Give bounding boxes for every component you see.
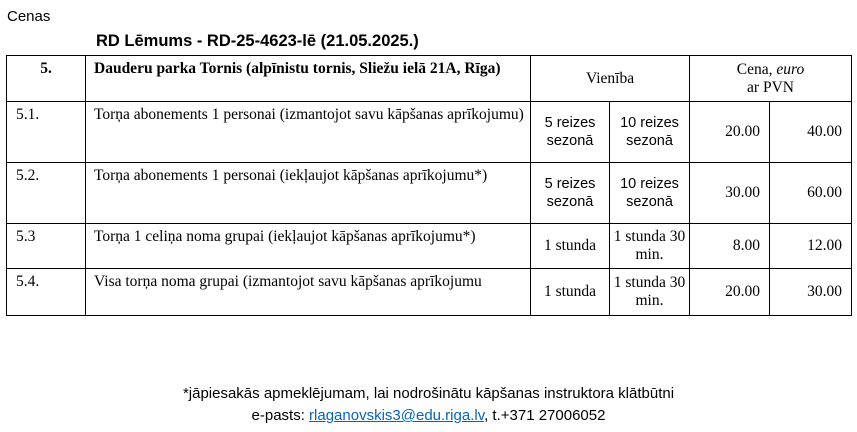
row-service-name: Torņa 1 celiņa noma grupai (iekļaujot kāpšanas aprīkojumu*) [86, 224, 531, 269]
row-unit-option-1: 1 stunda [531, 224, 610, 269]
footnote-contact [0, 405, 857, 427]
row-number: 5.3 [7, 224, 86, 269]
header-number: 5. [7, 56, 86, 102]
row-service-name: Visa torņa noma grupai (izmantojot savu kāpšanas aprīkojumu [86, 269, 531, 316]
email-link[interactable]: rlaganovskis3@edu.riga.lv [309, 407, 485, 424]
row-price-1: 8.00 [690, 224, 770, 269]
row-number: 5.1. [7, 102, 86, 163]
document-title: RD Lēmums - RD-25-4623-lē (21.05.2025.) [96, 32, 419, 50]
footnote [0, 383, 857, 427]
row-price-1: 20.00 [690, 102, 770, 163]
table-row [7, 163, 852, 224]
row-unit-option-1: 5 reizes sezonā [531, 102, 610, 163]
header-unit: Vienība [531, 56, 690, 102]
table-row [7, 224, 852, 269]
header-facility-name: Dauderu parka Tornis (alpīnistu tornis, Sliežu ielā 21A, Rīga) [86, 56, 531, 102]
row-unit-option-2: 1 stunda 30 min. [610, 224, 690, 269]
header-price-suffix: ar PVN [747, 78, 794, 96]
row-price-1: 20.00 [690, 269, 770, 316]
table-header-row [7, 56, 852, 102]
phone-text: , t.+371 27006052 [484, 407, 606, 424]
row-service-name: Torņa abonements 1 personai (iekļaujot kāpšanas aprīkojumu*) [86, 163, 531, 224]
row-price-2: 12.00 [770, 224, 852, 269]
row-unit-option-2: 10 reizes sezonā [610, 102, 690, 163]
row-number: 5.2. [7, 163, 86, 224]
table-row [7, 102, 852, 163]
row-unit-option-2: 1 stunda 30 min. [610, 269, 690, 316]
row-unit-option-1: 1 stunda [531, 269, 610, 316]
row-price-2: 30.00 [770, 269, 852, 316]
header-price-prefix: Cena, [736, 60, 777, 78]
row-price-1: 30.00 [690, 163, 770, 224]
table-row [7, 269, 852, 316]
email-label: e-pasts: [251, 407, 310, 424]
header-price-currency: euro [776, 60, 805, 78]
row-number: 5.4. [7, 269, 86, 316]
header-price [690, 56, 852, 102]
footnote-instructor-note: *jāpiesakās apmeklējumam, lai nodrošinātu kāpšanas instruktora klātbūtni [182, 385, 675, 402]
row-price-2: 40.00 [770, 102, 852, 163]
row-service-name: Torņa abonements 1 personai (izmantojot savu kāpšanas aprīkojumu) [86, 102, 531, 163]
row-price-2: 60.00 [770, 163, 852, 224]
price-table [6, 55, 852, 316]
page-label: Cenas [7, 8, 51, 25]
row-unit-option-2: 10 reizes sezonā [610, 163, 690, 224]
row-unit-option-1: 5 reizes sezonā [531, 163, 610, 224]
